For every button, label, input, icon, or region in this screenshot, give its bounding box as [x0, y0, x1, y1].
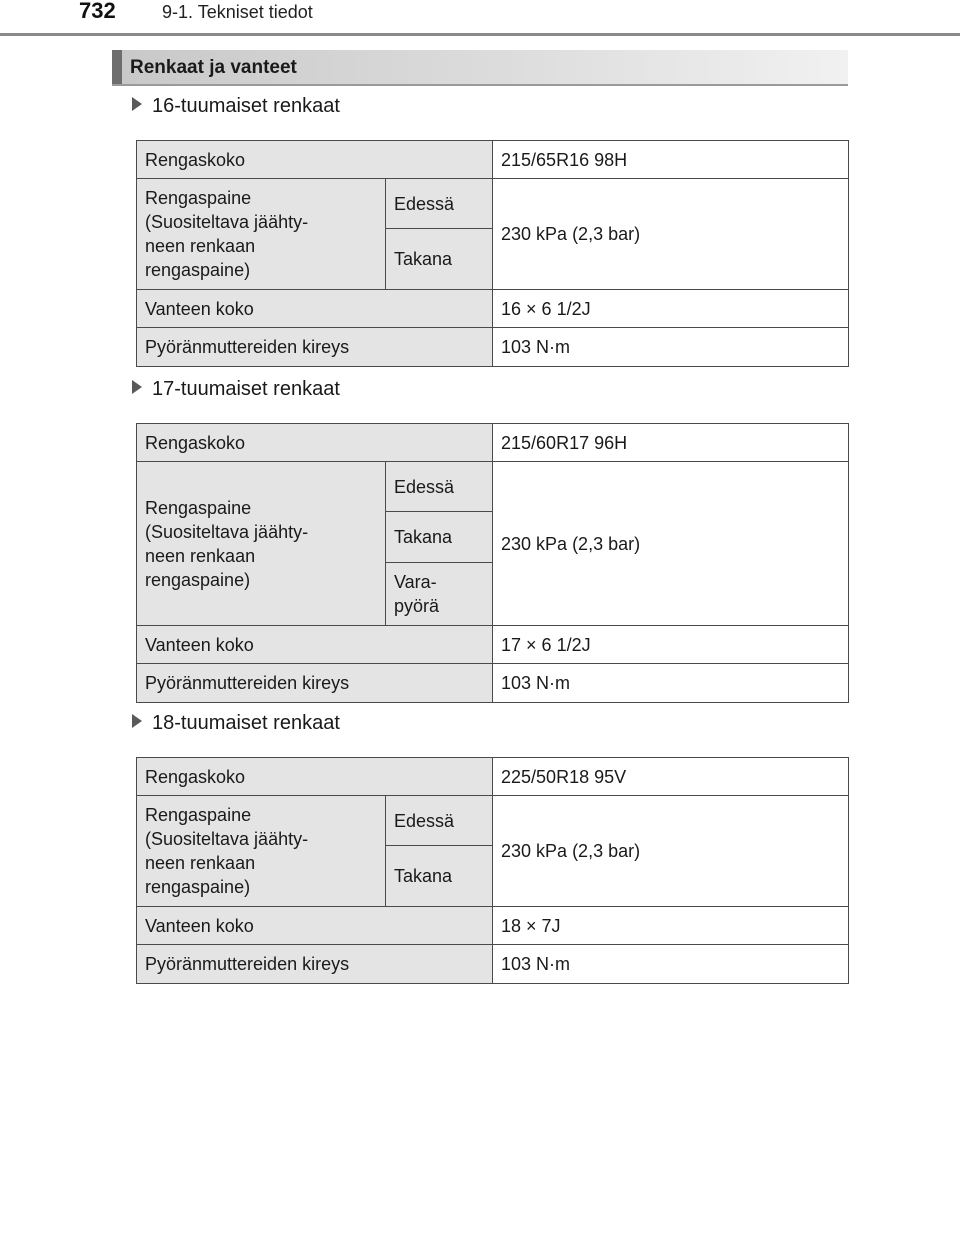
nut-torque-label: Pyöränmuttereiden kireys: [137, 328, 493, 367]
tire-size-label: Rengaskoko: [137, 758, 493, 796]
section-title: 9-1. Tekniset tiedot: [162, 2, 313, 22]
nut-torque-label: Pyöränmuttereiden kireys: [137, 945, 493, 984]
pressure-value: 230 kPa (2,3 bar): [493, 796, 849, 907]
nut-torque-value: 103 N·m: [493, 664, 849, 703]
table-row: [137, 945, 849, 984]
table-row: [137, 328, 849, 367]
table-row: [137, 179, 849, 229]
subheading-text: 16-tuumaiset renkaat: [152, 95, 340, 117]
subheading-17: [132, 378, 340, 401]
header-rule: [0, 33, 960, 36]
subheading-text: 18-tuumaiset renkaat: [152, 712, 340, 734]
front-label: Edessä: [386, 179, 493, 229]
page-number: 732: [79, 0, 116, 23]
tire-size-label: Rengaskoko: [137, 424, 493, 462]
rim-size-value: 16 × 6 1/2J: [493, 290, 849, 328]
pressure-label: Rengaspaine (Suositeltava jäähty- neen renkaan rengaspaine): [137, 462, 386, 626]
rim-size-value: 18 × 7J: [493, 907, 849, 945]
rim-size-label: Vanteen koko: [137, 907, 493, 945]
triangle-bullet-icon: [132, 714, 142, 728]
rim-size-value: 17 × 6 1/2J: [493, 626, 849, 664]
table-row: [137, 290, 849, 328]
spare-label: Vara- pyörä: [386, 563, 493, 626]
pressure-label: Rengaspaine (Suositeltava jäähty- neen renkaan rengaspaine): [137, 796, 386, 907]
table-row: [137, 462, 849, 512]
banner-accent-bar: [112, 50, 122, 84]
rim-size-label: Vanteen koko: [137, 290, 493, 328]
rear-label: Takana: [386, 846, 493, 907]
tire-size-value: 225/50R18 95V: [493, 758, 849, 796]
section-banner: [112, 50, 848, 86]
tire-table-18: [136, 757, 849, 984]
nut-torque-value: 103 N·m: [493, 328, 849, 367]
pressure-label: Rengaspaine (Suositeltava jäähty- neen renkaan rengaspaine): [137, 179, 386, 290]
table-row: [137, 907, 849, 945]
tire-size-value: 215/60R17 96H: [493, 424, 849, 462]
tire-size-value: 215/65R16 98H: [493, 141, 849, 179]
table-row: [137, 758, 849, 796]
front-label: Edessä: [386, 462, 493, 512]
triangle-bullet-icon: [132, 97, 142, 111]
tire-table-16: [136, 140, 849, 367]
page-header: [0, 0, 960, 36]
nut-torque-value: 103 N·m: [493, 945, 849, 984]
table-row: [137, 424, 849, 462]
banner-title: Renkaat ja vanteet: [130, 57, 297, 78]
rim-size-label: Vanteen koko: [137, 626, 493, 664]
tire-size-label: Rengaskoko: [137, 141, 493, 179]
pressure-value: 230 kPa (2,3 bar): [493, 179, 849, 290]
pressure-value: 230 kPa (2,3 bar): [493, 462, 849, 626]
table-row: [137, 796, 849, 846]
subheading-18: [132, 712, 340, 735]
table-row: [137, 141, 849, 179]
triangle-bullet-icon: [132, 380, 142, 394]
tire-table-17: [136, 423, 849, 703]
subheading-text: 17-tuumaiset renkaat: [152, 378, 340, 400]
table-row: [137, 664, 849, 703]
nut-torque-label: Pyöränmuttereiden kireys: [137, 664, 493, 703]
table-row: [137, 626, 849, 664]
rear-label: Takana: [386, 229, 493, 290]
front-label: Edessä: [386, 796, 493, 846]
subheading-16: [132, 95, 340, 118]
rear-label: Takana: [386, 512, 493, 563]
